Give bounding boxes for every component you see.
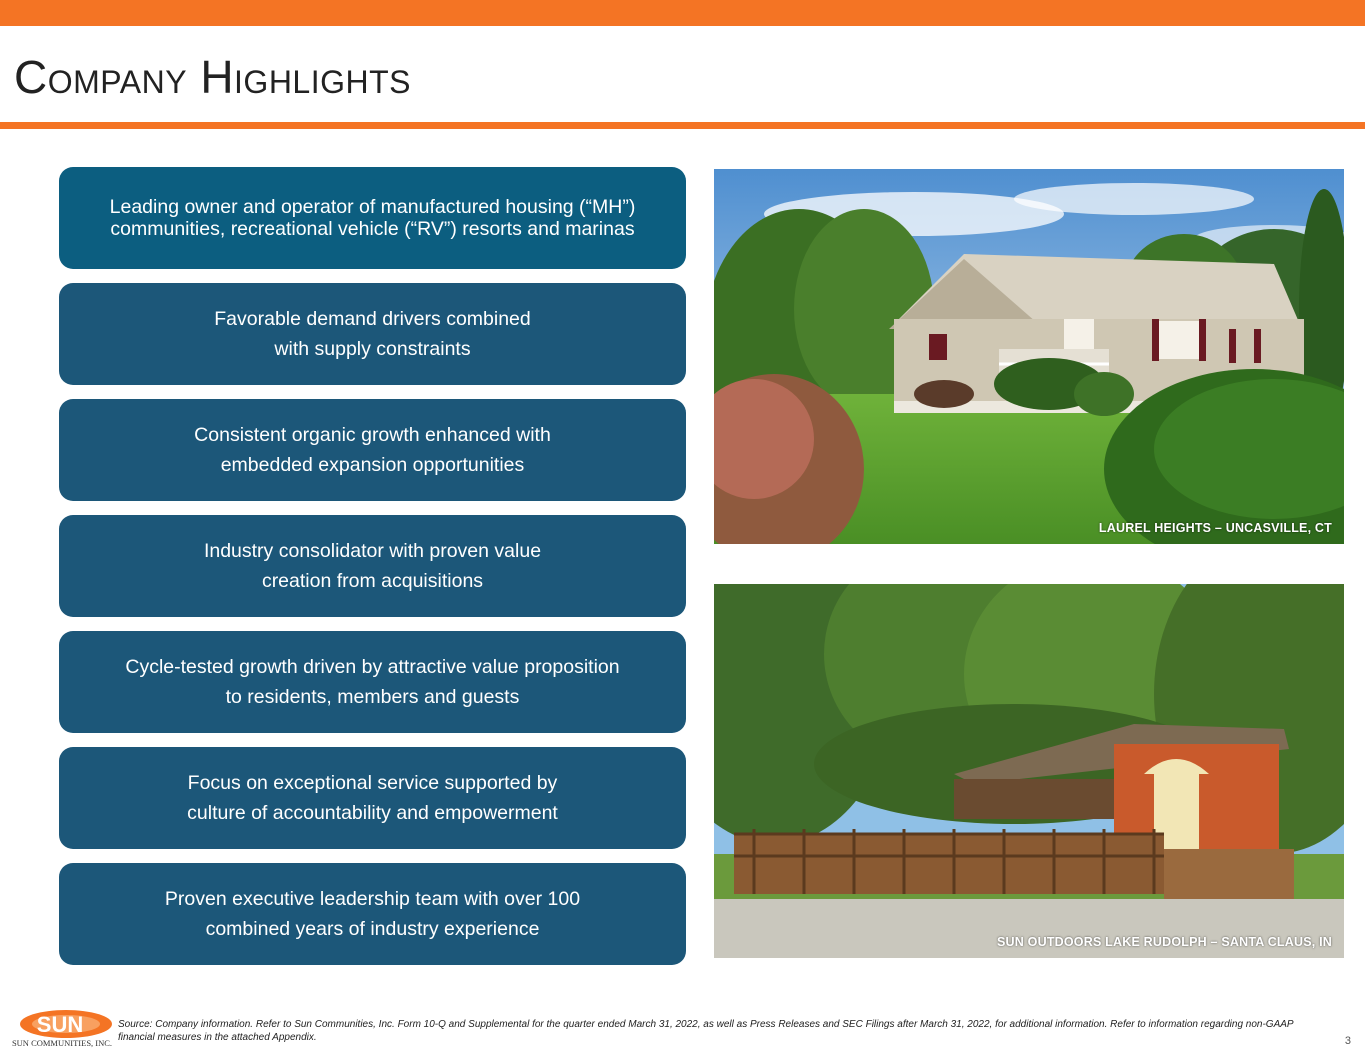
page-title: Company Highlights	[14, 51, 412, 103]
highlight-box: Proven executive leadership team with over 100 combined years of industry experience	[59, 863, 686, 965]
top-accent-bar	[0, 0, 1365, 26]
logo-subtitle: SUN COMMUNITIES, INC.	[11, 1038, 113, 1048]
page-number: 3	[1344, 1035, 1351, 1047]
highlight-box: Consistent organic growth enhanced with embedded expansion opportunities	[59, 399, 686, 501]
cabin-photo	[714, 584, 1344, 958]
highlight-box: Focus on exceptional service supported by culture of accountability and empowerment	[59, 747, 686, 849]
sun-logo-icon	[8, 1008, 116, 1040]
house-photo-image	[714, 169, 1344, 544]
house-photo	[714, 169, 1344, 544]
source-footnote: Source: Company information. Refer to Sun Communities, Inc. Form 10-Q and Supplemental for the quarter ended March 31, 2022, as well as Press Releases and SEC Filings after March 31, 2022, for additional information. Refer to information regarding non-GAAP financial measures in the attached Appendix.	[118, 1019, 1294, 1043]
cabin-photo-image	[714, 584, 1344, 958]
highlight-box: Cycle-tested growth driven by attractive value proposition to residents, members and guests	[59, 631, 686, 733]
photo-caption: LAUREL HEIGHTS – UNCASVILLE, CT	[1098, 521, 1332, 535]
highlight-box: Industry consolidator with proven value creation from acquisitions	[59, 515, 686, 617]
title-divider	[0, 122, 1365, 129]
highlight-box: Leading owner and operator of manufactured housing (“MH”) communities, recreational vehicle (“RV”) resorts and marinas	[59, 167, 686, 269]
photo-caption: SUN OUTDOORS LAKE RUDOLPH – SANTA CLAUS, IN	[997, 935, 1332, 949]
highlight-box: Favorable demand drivers combined with supply constraints	[59, 283, 686, 385]
sun-logo	[8, 1008, 116, 1050]
svg-text:SUN: SUN	[36, 1012, 84, 1037]
